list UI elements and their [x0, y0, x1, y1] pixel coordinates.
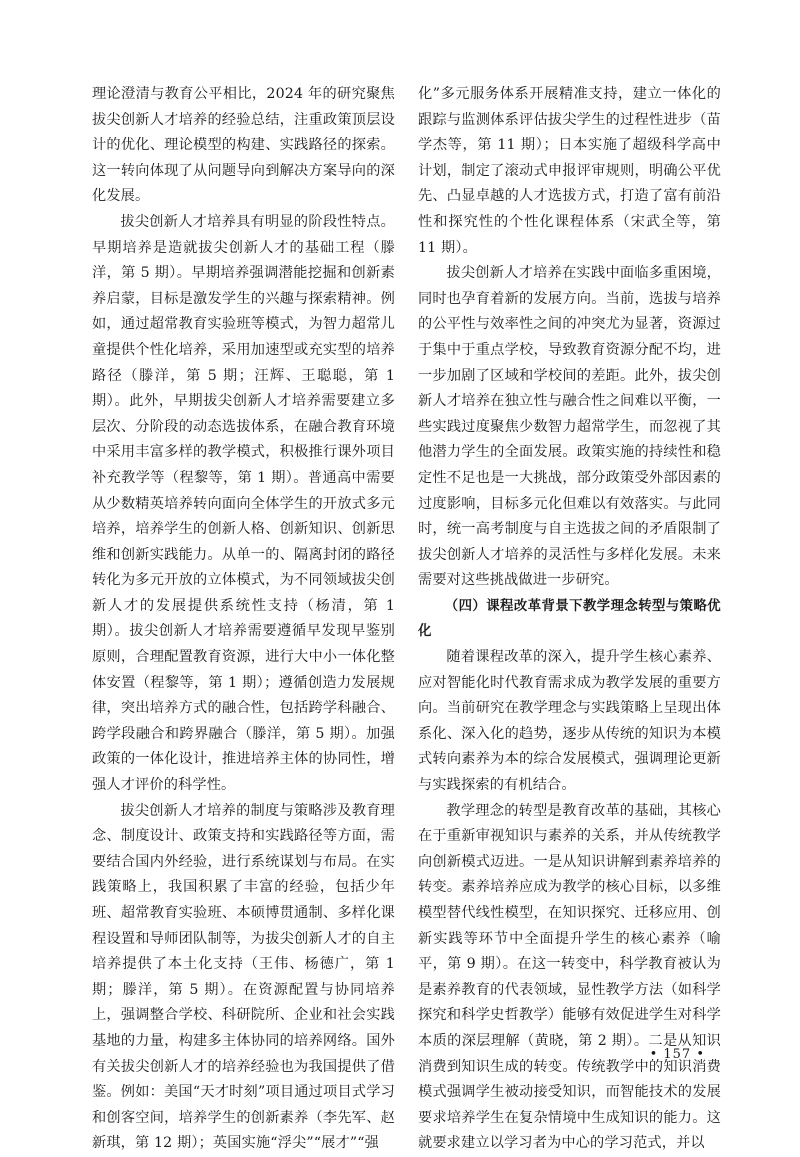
right-column: [418, 82, 721, 1157]
left-column: [92, 82, 395, 1157]
body-paragraph: 拔尖创新人才培养在实践中面临多重困境，同时也孕育着新的发展方向。当前，选拔与培养的公平性与效率性之间的冲突尤为显著，资源过于集中于重点学校，导致教育资源分配不均，进一步加剧了区域和学校间的差距。此外，拔尖创新人才培养在独立性与融合性之间难以平衡，一些实践过度聚焦少数智力超常学生，而忽视了其他潜力学生的全面发展。政策实施的持续性和稳定性不足也是一大挑战，部分政策受外部因素的过度影响，目标多元化但难以有效落实。与此同时，统一高考制度与自主选拔之间的矛盾限制了拔尖创新人才培养的灵活性与多样化发展。未来需要对这些挑战做进一步研究。: [418, 265, 721, 589]
body-paragraph: 拔尖创新人才培养具有明显的阶段性特点。早期培养是造就拔尖创新人才的基础工程（滕洋，第 5 期）。早期培养强调潜能挖掘和创新素养启蒙，目标是激发学生的兴趣与探索精神。例如，通过超常教育实验班等模式，为智力超常儿童提供个性化培养，采用加速型或充实型的培养路径（滕洋，第 5 期；汪辉、王聪聪，第 1 期）。此外，早期拔尖创新人才培养需要建立多层次、分阶段的动态选拔体系，在融合教育环境中采用丰富多样的教学模式，积极推行课外项目补充教学等（程黎等，第 1 期）。普通高中需要从少数精英培养转向面向全体学生的开放式多元培养，培养学生的创新人格、创新知识、创新思维和创新实践能力。从单一的、隔离封闭的路径转化为多元开放的立体模式，为不同领域拔尖创新人才的发展提供系统性支持（杨清，第 1 期）。拔尖创新人才培养需要遵循早发现早鉴别原则，合理配置教育资源，进行大中小一体化整体安置（程黎等，第 1 期）；遵循创造力发展规律，突出培养方式的融合性，包括跨学科融合、跨学段融合和跨界融合（滕洋，第 5 期）。加强政策的一体化设计，推进培养主体的协同性，增强人才评价的科学性。: [92, 213, 395, 794]
body-paragraph: 理论澄清与教育公平相比，2024 年的研究聚焦拔尖创新人才培养的经验总结，注重政策顶层设计的优化、理论模型的构建、实践路径的探索。这一转向体现了从问题导向到解决方案导向的深化发展。: [92, 86, 395, 205]
body-paragraph: 随着课程改革的深入，提升学生核心素养、应对智能化时代教育需求成为教学发展的重要方向。当前研究在教学理念与实践策略上呈现出体系化、深入化的趋势，逐步从传统的知识为本模式转向素养为本的综合发展模式，强调理论更新与实践探索的有机结合。: [418, 649, 721, 794]
body-paragraph: 教学理念的转型是教育改革的基础，其核心在于重新审视知识与素养的关系，并从传统教学向创新模式迈进。一是从知识讲解到素养培养的转变。素养培养应成为教学的核心目标，以多维模型替代线性模型，在知识探究、迁移应用、创新实践等环节中全面提升学生的核心素养（喻平，第 9 期）。在这一转变中，科学教育被认为是素养教育的代表领域，显性教学方法（如科学探究和科学史哲教学）能够有效促进学生对科学本质的深层理解（黄晓，第 2 期）。二是从知识消费到知识生成的转变。传统教学中的知识消费模式强调学生被动接受知识，而智能技术的发展要求培养学生在复杂情境中生成知识的能力。这就要求建立以学习者为中心的学习范式，并以: [418, 802, 721, 1152]
section-heading: （四）课程改革背景下教学理念转型与策略优化: [418, 598, 721, 640]
page-number: • 157 •: [649, 1047, 705, 1062]
body-paragraph: 化”多元服务体系开展精准支持，建立一体化的跟踪与监测体系评估拔尖学生的过程性进步（苗学杰等，第 11 期）；日本实施了超级科学高中计划，制定了滚动式申报评审规则，明确公平优先、凸显卓越的人才选拔方式，打造了富有前沿性和探究性的个性化课程体系（宋武全等，第 11 期）。: [418, 86, 721, 256]
body-paragraph: 拔尖创新人才培养的制度与策略涉及教育理念、制度设计、政策支持和实践路径等方面，需要结合国内外经验，进行系统谋划与布局。在实践策略上，我国积累了丰富的经验，包括少年班、超常教育实验班、本硕博贯通制、多样化课程设置和导师团队制等，为拔尖创新人才的自主培养提供了本土化支持（王伟、杨德广，第 1 期；滕洋，第 5 期）。在资源配置与协同培养上，强调整合学校、科研院所、企业和社会实践基地的力量，构建多主体协同的培养网络。国外有关拔尖创新人才的培养经验也为我国提供了借鉴。例如：美国“天才时刻”项目通过项目式学习和创客空间，培养学生的创新素养（李先军、赵新琪，第 12 期）；英国实施“浮尖”“展才”“强: [92, 802, 395, 1152]
